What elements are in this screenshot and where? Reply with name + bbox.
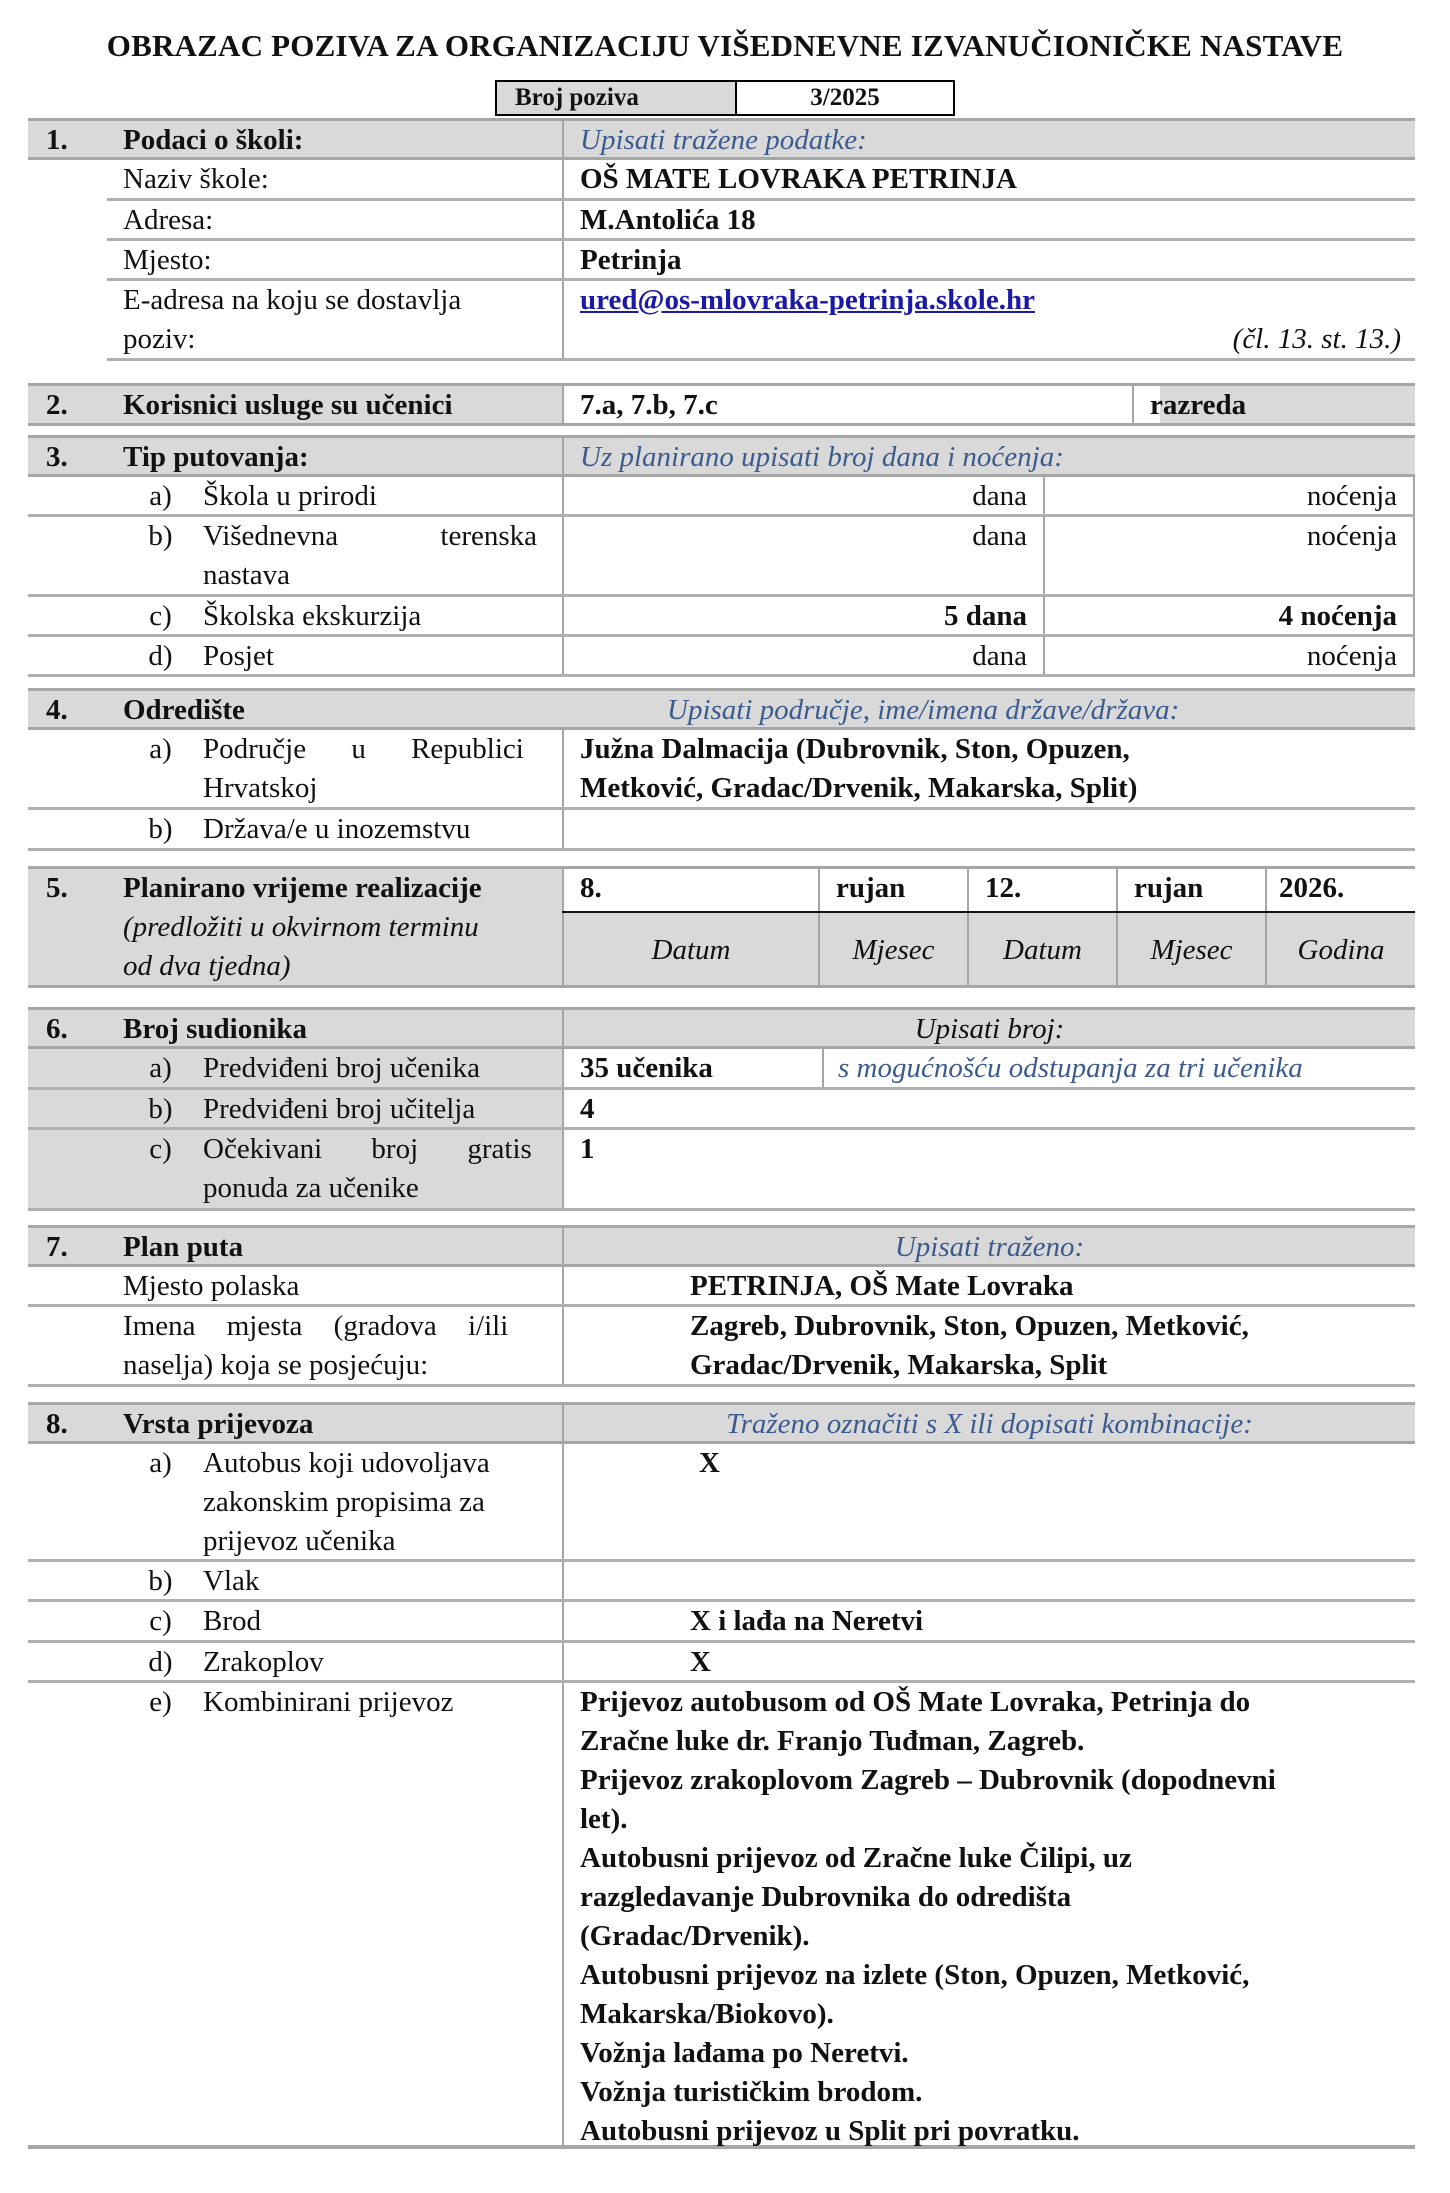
- email-link[interactable]: ured@os-mlovraka-petrinja.skole.hr: [580, 284, 1035, 316]
- item-letter: b): [148, 520, 173, 552]
- section-7-header: [28, 1225, 1415, 1267]
- departure-row: [28, 1267, 1415, 1307]
- item-letter: b): [148, 813, 173, 845]
- section-number: 1.: [46, 124, 68, 156]
- item-label: Vlak: [203, 1565, 260, 1597]
- value-line: Makarska/Biokovo).: [580, 1998, 834, 2030]
- section-number: 3.: [46, 441, 68, 473]
- call-number-label: Broj poziva: [497, 82, 737, 114]
- item-label: Mjesto polaska: [123, 1270, 300, 1302]
- section-8-header: [28, 1402, 1415, 1444]
- value-line: Autobusni prijevoz na izlete (Ston, Opuzen, Metković,: [580, 1959, 1250, 1991]
- section-hint: Upisati broj:: [562, 1010, 1415, 1046]
- value-line: Zagreb, Dubrovnik, Ston, Opuzen, Metković,: [690, 1310, 1249, 1342]
- caption-month: Mjesec: [818, 913, 967, 987]
- start-month[interactable]: rujan: [818, 869, 967, 911]
- caption-date: Datum: [967, 913, 1116, 987]
- free-offers-count[interactable]: 1: [562, 1130, 1415, 1208]
- nights-field[interactable]: noćenja: [1043, 517, 1413, 594]
- ship-mark[interactable]: X i lađa na Neretvi: [562, 1602, 1415, 1640]
- label-line: Područje u Republici: [203, 733, 524, 765]
- days-field[interactable]: 5 dana: [562, 597, 1043, 634]
- value-line: Zračne luke dr. Franjo Tuđman, Zagreb.: [580, 1725, 1085, 1757]
- item-letter: a): [149, 1447, 172, 1479]
- value-line: Vožnja lađama po Neretvi.: [580, 2037, 909, 2069]
- classes-value[interactable]: 7.a, 7.b, 7.c: [562, 386, 1160, 423]
- value-line: (Gradac/Drvenik).: [580, 1920, 810, 1952]
- section-number: 7.: [46, 1231, 68, 1263]
- label-line: Očekivani broj gratis: [203, 1133, 532, 1165]
- caption-date: Datum: [562, 913, 818, 987]
- section-hint: Uz planirano upisati broj dana i noćenja:: [562, 438, 1415, 474]
- section-title: Podaci o školi:: [123, 124, 304, 156]
- section-hint: Upisati područje, ime/imena države/država:: [667, 694, 1180, 726]
- visited-places-value[interactable]: [562, 1307, 1415, 1384]
- item-letter: a): [149, 733, 172, 765]
- email-cell: [562, 281, 1415, 358]
- address-value[interactable]: M.Antolića 18: [562, 201, 1415, 238]
- foreign-destination-value[interactable]: [562, 810, 1415, 848]
- participants-row-b: [28, 1090, 1415, 1130]
- trip-type-row-d: [28, 637, 1415, 677]
- item-label: [203, 517, 555, 594]
- transport-row-c: [28, 1602, 1415, 1643]
- trip-type-row-c: [28, 597, 1415, 637]
- caption-year: Godina: [1265, 913, 1415, 987]
- teachers-count[interactable]: 4: [562, 1090, 1415, 1127]
- caption-month: Mjesec: [1116, 913, 1265, 987]
- label-line: E-adresa na koju se dostavlja: [123, 284, 462, 316]
- transport-row-a: [28, 1444, 1415, 1562]
- visited-places-row: [28, 1307, 1415, 1387]
- school-name-row: [107, 160, 1415, 201]
- domestic-destination-value[interactable]: [562, 730, 1415, 807]
- date-grid: [562, 869, 1415, 985]
- address-row: [107, 201, 1415, 241]
- end-day[interactable]: 12.: [967, 869, 1116, 911]
- section-6-header: [28, 1007, 1415, 1049]
- section-number: 2.: [46, 389, 68, 421]
- section-2-header: [28, 383, 1415, 426]
- departure-value[interactable]: PETRINJA, OŠ Mate Lovraka: [562, 1267, 1415, 1304]
- destination-row-b: [28, 810, 1415, 851]
- value-line: Autobusni prijevoz od Zračne luke Čilipi, uz: [580, 1842, 1132, 1874]
- value-line: let).: [580, 1803, 628, 1835]
- classes-suffix: razreda: [1132, 386, 1415, 423]
- value-line: Vožnja turističkim brodom.: [580, 2076, 923, 2108]
- value-line: Gradac/Drvenik, Makarska, Split: [690, 1349, 1108, 1381]
- section-number: 4.: [46, 694, 68, 726]
- field-label: Naziv škole:: [123, 163, 269, 195]
- year[interactable]: 2026.: [1265, 869, 1415, 911]
- item-letter: d): [148, 1646, 173, 1678]
- label-line: Hrvatskoj: [203, 772, 318, 804]
- nights-field[interactable]: noćenja: [1043, 637, 1413, 674]
- item-label: [203, 1130, 555, 1208]
- participants-row-c: [28, 1130, 1415, 1211]
- students-count[interactable]: 35 učenika: [562, 1049, 822, 1087]
- label-line: ponuda za učenike: [203, 1172, 419, 1204]
- item-label: Zrakoplov: [203, 1646, 324, 1678]
- item-letter: a): [149, 1052, 172, 1084]
- students-note: s mogućnošću odstupanja za tri učenika: [822, 1049, 1415, 1087]
- section-title-block: [123, 869, 563, 985]
- plane-mark[interactable]: X: [562, 1643, 1415, 1680]
- section-5-block: [28, 866, 1415, 988]
- value-line: Autobusni prijevoz u Split pri povratku.: [580, 2115, 1080, 2147]
- label-word: Višednevna terenska: [203, 520, 538, 552]
- item-label: Kombinirani prijevoz: [203, 1686, 454, 1718]
- trip-type-row-a: [28, 477, 1415, 517]
- item-label: Škola u prirodi: [203, 480, 377, 512]
- destination-row-a: [28, 730, 1415, 810]
- section-title: Tip putovanja:: [123, 441, 309, 473]
- section-title: Plan puta: [123, 1231, 244, 1263]
- item-letter: e): [149, 1686, 172, 1718]
- field-label: [123, 281, 543, 358]
- city-value[interactable]: Petrinja: [562, 241, 1415, 278]
- nights-field[interactable]: noćenja: [1043, 477, 1413, 514]
- section-hint: Upisati traženo:: [562, 1228, 1415, 1264]
- section-1-header: [28, 118, 1415, 160]
- item-label: Država/e u inozemstvu: [203, 813, 471, 845]
- section-title: Korisnici usluge su učenici: [123, 389, 453, 421]
- label-line: naselja) koja se posjećuju:: [123, 1349, 429, 1381]
- days-field[interactable]: dana: [562, 477, 1043, 514]
- transport-row-d: [28, 1643, 1415, 1683]
- item-letter: c): [149, 600, 172, 632]
- section-subtitle: (predložiti u okvirnom terminu: [123, 911, 479, 943]
- item-label: Predviđeni broj učitelja: [203, 1093, 476, 1125]
- trip-type-row-b: [28, 517, 1415, 597]
- section-4-header: [28, 688, 1415, 730]
- transport-row-e: [28, 1683, 1415, 2149]
- item-label: Brod: [203, 1605, 261, 1637]
- item-label: [203, 1444, 555, 1559]
- train-mark[interactable]: [562, 1562, 1415, 1599]
- nights-field[interactable]: 4 noćenja: [1043, 597, 1413, 634]
- section-number: 6.: [46, 1013, 68, 1045]
- combined-transport-value[interactable]: [562, 1683, 1415, 2145]
- section-title: Vrsta prijevoza: [123, 1408, 314, 1440]
- section-hint: Traženo označiti s X ili dopisati kombinacije:: [562, 1405, 1415, 1441]
- start-day[interactable]: 8.: [562, 869, 818, 911]
- field-label: Mjesto:: [123, 244, 212, 276]
- article-note: (čl. 13. st. 13.): [1232, 323, 1401, 355]
- value-line: Južna Dalmacija (Dubrovnik, Ston, Opuzen,: [580, 733, 1130, 765]
- school-name-value[interactable]: OŠ MATE LOVRAKA PETRINJA: [562, 160, 1415, 198]
- value-line: Metković, Gradac/Drvenik, Makarska, Split): [580, 772, 1138, 804]
- email-row: [107, 281, 1415, 361]
- city-row: [107, 241, 1415, 281]
- days-field[interactable]: dana: [562, 517, 1043, 594]
- item-label: [123, 1307, 555, 1384]
- field-label: Adresa:: [123, 204, 214, 236]
- item-letter: d): [148, 640, 173, 672]
- label-line: Imena mjesta (gradova i/ili: [123, 1310, 509, 1342]
- item-label: Posjet: [203, 640, 274, 672]
- item-letter: c): [149, 1133, 172, 1165]
- bus-mark[interactable]: X: [562, 1444, 1415, 1559]
- item-letter: b): [148, 1093, 173, 1125]
- participants-row-a: [28, 1049, 1415, 1090]
- section-title: Odredište: [123, 694, 245, 726]
- section-hint: Upisati tražene podatke:: [562, 121, 1415, 157]
- value-line: Prijevoz autobusom od OŠ Mate Lovraka, Petrinja do: [580, 1686, 1251, 1718]
- end-month[interactable]: rujan: [1116, 869, 1265, 911]
- call-number-box: [495, 80, 955, 116]
- section-number: 8.: [46, 1408, 68, 1440]
- item-label: Predviđeni broj učenika: [203, 1052, 481, 1084]
- transport-row-b: [28, 1562, 1415, 1602]
- item-letter: a): [149, 480, 172, 512]
- section-subtitle: od dva tjedna): [123, 950, 291, 982]
- label-line: poziv:: [123, 323, 196, 355]
- label-line: nastava: [203, 559, 290, 591]
- call-number-value[interactable]: 3/2025: [810, 84, 880, 111]
- label-line: zakonskim propisima za: [203, 1486, 485, 1518]
- value-line: Prijevoz zrakoplovom Zagreb – Dubrovnik (dopodnevni: [580, 1764, 1276, 1796]
- label-line: Autobus koji udovoljava: [203, 1447, 490, 1479]
- section-title: Broj sudionika: [123, 1013, 308, 1045]
- form-title: OBRAZAC POZIVA ZA ORGANIZACIJU VIŠEDNEVNE IZVANUČIONIČKE NASTAVE: [106, 28, 1344, 63]
- section-3-header: [28, 435, 1415, 477]
- item-label: [203, 730, 555, 807]
- item-label: Školska ekskurzija: [203, 600, 422, 632]
- value-line: razgledavanje Dubrovnika do odredišta: [580, 1881, 1072, 1913]
- section-number: 5.: [46, 872, 68, 904]
- section-title: Planirano vrijeme realizacije: [123, 872, 482, 904]
- label-line: prijevoz učenika: [203, 1525, 396, 1557]
- item-letter: b): [148, 1565, 173, 1597]
- days-field[interactable]: dana: [562, 637, 1043, 674]
- item-letter: c): [149, 1605, 172, 1637]
